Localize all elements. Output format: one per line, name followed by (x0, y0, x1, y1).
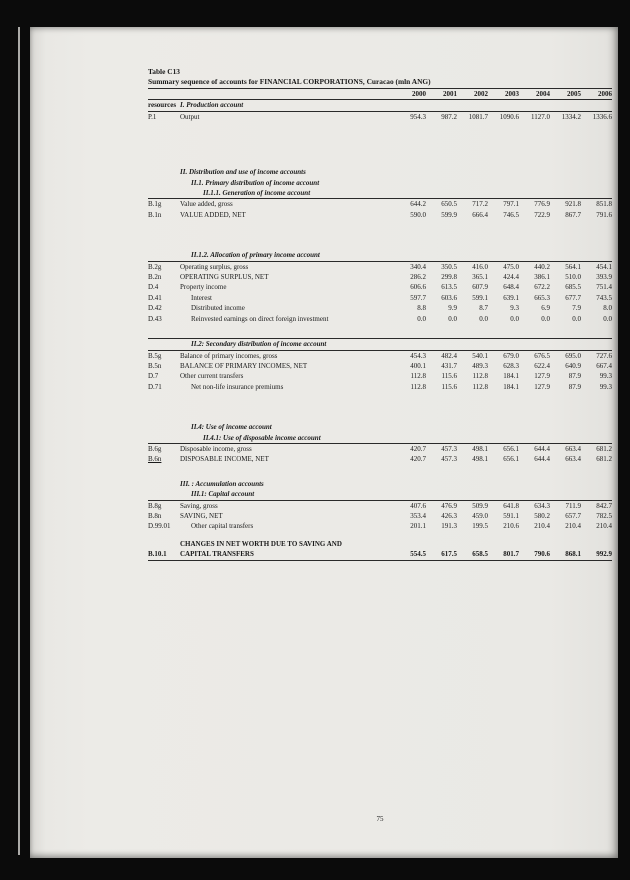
row-value: 644.4 (534, 444, 550, 453)
row-gap (148, 465, 612, 479)
table-row (148, 511, 612, 521)
row-gap (148, 324, 612, 338)
row-value: 7.9 (572, 304, 581, 313)
row-code: resources (148, 101, 177, 110)
row-value: 695.0 (565, 351, 581, 360)
row-value: 350.5 (441, 262, 457, 271)
row-value: 8.7 (479, 304, 488, 313)
row-value: 0.0 (510, 314, 519, 323)
row-label: Interest (191, 293, 212, 302)
table-row (148, 262, 612, 272)
row-label: Property income (180, 283, 227, 292)
row-value: 640.9 (565, 361, 581, 370)
row-value: 658.5 (472, 550, 488, 559)
row-value: 992.9 (596, 550, 612, 559)
row-value: 711.9 (565, 501, 581, 510)
row-label: Distributed income (191, 304, 245, 313)
row-value: 648.4 (503, 283, 519, 292)
row-label: CAPITAL TRANSFERS (180, 550, 254, 559)
section-row (148, 250, 612, 261)
row-code: D.7 (148, 372, 159, 381)
row-value: 1334.2 (561, 112, 581, 121)
row-value: 656.1 (503, 455, 519, 464)
row-value: 191.3 (441, 522, 457, 531)
row-value: 597.7 (410, 293, 426, 302)
row-value: 87.9 (568, 382, 581, 391)
section-label: II.2: Secondary distribution of income account (191, 340, 327, 349)
row-value: 667.4 (596, 361, 612, 370)
row-value: 751.4 (596, 283, 612, 292)
row-value: 99.3 (599, 372, 612, 381)
row-value: 634.3 (534, 501, 550, 510)
table-row (148, 382, 612, 392)
table-row (148, 282, 612, 292)
row-value: 6.9 (541, 304, 550, 313)
row-value: 510.0 (565, 273, 581, 282)
row-value: 681.2 (596, 455, 612, 464)
section-row (148, 178, 612, 188)
row-value: 1081.7 (468, 112, 488, 121)
table-row (148, 210, 612, 220)
row-code: B.10.1 (148, 550, 167, 559)
row-value: 607.9 (472, 283, 488, 292)
row-label: I. Production account (180, 101, 244, 110)
table-row (148, 361, 612, 371)
row-value: 679.0 (503, 351, 519, 360)
row-value: 650.5 (441, 200, 457, 209)
row-value: 676.5 (534, 351, 550, 360)
row-code: P.1 (148, 112, 157, 121)
row-label: VALUE ADDED, NET (180, 210, 246, 219)
year-column-header: 2006 (598, 90, 612, 98)
row-value: 475.0 (503, 262, 519, 271)
row-label: Value added, gross (180, 200, 233, 209)
row-code: D.42 (148, 304, 162, 313)
section-row (148, 167, 612, 177)
table-row (148, 371, 612, 381)
row-code: B.8n (148, 511, 162, 520)
row-value: 797.1 (503, 200, 519, 209)
row-value: 416.0 (472, 262, 488, 271)
row-value: 743.5 (596, 293, 612, 302)
row-label: Reinvested earnings on direct foreign investment (191, 314, 329, 323)
row-code: B.2g (148, 262, 162, 271)
row-code: D.43 (148, 314, 162, 323)
row-code: D.99.01 (148, 522, 171, 531)
row-value: 672.2 (534, 283, 550, 292)
table-row (148, 539, 612, 549)
row-value: 431.7 (441, 361, 457, 370)
section-row (148, 479, 612, 489)
row-value: 210.4 (534, 522, 550, 531)
table-content (148, 67, 612, 823)
row-value: 921.8 (565, 200, 581, 209)
section-row (148, 338, 612, 350)
row-gap (148, 392, 612, 422)
section-label: II.1.2. Allocation of primary income account (191, 251, 320, 260)
row-value: 426.3 (441, 511, 457, 520)
row-value: 420.7 (410, 444, 426, 453)
row-value: 210.6 (503, 522, 519, 531)
table-row (148, 521, 612, 531)
section-label: II.1. Primary distribution of income account (191, 178, 320, 187)
row-value: 0.0 (448, 314, 457, 323)
row-value: 628.3 (503, 361, 519, 370)
table-row (148, 314, 612, 324)
row-value: 790.6 (534, 550, 550, 559)
row-label: Saving, gross (180, 501, 218, 510)
document-page (30, 27, 618, 858)
row-value: 0.0 (572, 314, 581, 323)
row-value: 420.7 (410, 455, 426, 464)
row-value: 498.1 (472, 455, 488, 464)
row-value: 590.0 (410, 210, 426, 219)
row-value: 665.3 (534, 293, 550, 302)
row-code: B.6n (148, 455, 162, 464)
facing-page-edge (18, 27, 20, 855)
row-label: Net non-life insurance premiums (191, 382, 284, 391)
year-column-header: 2001 (443, 90, 457, 98)
row-value: 851.8 (596, 200, 612, 209)
year-column-header: 2003 (505, 90, 519, 98)
row-value: 115.6 (441, 372, 457, 381)
table-row (148, 549, 612, 560)
row-value: 0.0 (417, 314, 426, 323)
row-value: 613.5 (441, 283, 457, 292)
row-label: DISPOSABLE INCOME, NET (180, 455, 269, 464)
row-value: 727.6 (596, 351, 612, 360)
row-label: BALANCE OF PRIMARY INCOMES, NET (180, 361, 308, 370)
row-value: 663.4 (565, 455, 581, 464)
row-value: 639.1 (503, 293, 519, 302)
row-value: 454.1 (596, 262, 612, 271)
row-value: 564.1 (565, 262, 581, 271)
row-value: 666.4 (472, 210, 488, 219)
row-value: 112.8 (472, 382, 488, 391)
row-value: 641.8 (503, 501, 519, 510)
row-value: 685.5 (565, 283, 581, 292)
row-code: D.4 (148, 283, 159, 292)
row-value: 386.1 (534, 273, 550, 282)
row-value: 681.2 (596, 444, 612, 453)
row-value: 489.3 (472, 361, 488, 370)
table-row (148, 351, 612, 361)
row-value: 459.0 (472, 511, 488, 520)
row-label: Other capital transfers (191, 522, 254, 531)
row-value: 509.9 (472, 501, 488, 510)
row-value: 554.5 (410, 550, 426, 559)
table-row (148, 303, 612, 313)
row-value: 656.1 (503, 444, 519, 453)
row-value: 127.9 (534, 382, 550, 391)
row-code: B.5g (148, 351, 162, 360)
row-code: B.6g (148, 444, 162, 453)
row-value: 424.4 (503, 273, 519, 282)
row-value: 868.1 (565, 550, 581, 559)
row-value: 482.4 (441, 351, 457, 360)
row-value: 1090.6 (499, 112, 519, 121)
row-value: 657.7 (565, 511, 581, 520)
row-value: 717.2 (472, 200, 488, 209)
row-value: 622.4 (534, 361, 550, 370)
section-label: II.4.1: Use of disposable income account (203, 433, 321, 442)
row-value: 365.1 (472, 273, 488, 282)
row-value: 606.6 (410, 283, 426, 292)
row-value: 87.9 (568, 372, 581, 381)
row-gap (148, 122, 612, 167)
row-value: 617.5 (441, 550, 457, 559)
row-value: 746.5 (503, 210, 519, 219)
table-row (148, 100, 612, 111)
row-gap (148, 220, 612, 250)
section-label: III.1: Capital account (191, 490, 255, 499)
row-value: 199.5 (472, 522, 488, 531)
row-value: 644.2 (410, 200, 426, 209)
table-row (148, 112, 612, 122)
year-column-header: 2002 (474, 90, 488, 98)
row-value: 457.3 (441, 455, 457, 464)
row-value: 591.1 (503, 511, 519, 520)
row-value: 580.2 (534, 511, 550, 520)
doc-title: Summary sequence of accounts for FINANCIAL CORPORATIONS, Curacao (mln ANG) (148, 77, 612, 89)
section-row (148, 422, 612, 432)
section-label: II. Distribution and use of income accounts (180, 168, 306, 177)
row-value: 0.0 (479, 314, 488, 323)
table-row (148, 293, 612, 303)
row-label: Operating surplus, gross (180, 262, 249, 271)
row-value: 454.3 (410, 351, 426, 360)
accounts-table-rows (148, 100, 612, 560)
row-value: 210.4 (596, 522, 612, 531)
row-value: 498.1 (472, 444, 488, 453)
row-value: 184.1 (503, 382, 519, 391)
year-column-header: 2004 (536, 90, 550, 98)
section-row (148, 433, 612, 444)
row-label: Output (180, 112, 200, 121)
row-value: 201.1 (410, 522, 426, 531)
row-value: 184.1 (503, 372, 519, 381)
row-value: 393.9 (596, 273, 612, 282)
row-value: 9.9 (448, 304, 457, 313)
row-value: 0.0 (603, 314, 612, 323)
row-value: 722.9 (534, 210, 550, 219)
years-header-row (148, 89, 612, 100)
section-label: III. : Accumulation accounts (180, 479, 264, 488)
row-value: 400.1 (410, 361, 426, 370)
row-value: 540.1 (472, 351, 488, 360)
table-row (148, 272, 612, 282)
row-gap (148, 532, 612, 539)
row-value: 286.2 (410, 273, 426, 282)
row-value: 791.6 (596, 210, 612, 219)
row-value: 842.7 (596, 501, 612, 510)
row-value: 867.7 (565, 210, 581, 219)
row-label: SAVING, NET (180, 511, 223, 520)
row-value: 1127.0 (531, 112, 550, 121)
row-label: OPERATING SURPLUS, NET (180, 273, 269, 282)
year-column-header: 2000 (412, 90, 426, 98)
table-row (148, 454, 612, 464)
table-label: Table C13 (148, 67, 180, 76)
row-value: 299.8 (441, 273, 457, 282)
section-row (148, 188, 612, 199)
row-value: 644.4 (534, 455, 550, 464)
row-value: 112.8 (472, 372, 488, 381)
row-value: 8.0 (603, 304, 612, 313)
row-value: 127.9 (534, 372, 550, 381)
row-code: B.5n (148, 361, 162, 370)
row-value: 476.9 (441, 501, 457, 510)
row-value: 987.2 (441, 112, 457, 121)
row-code: D.41 (148, 293, 162, 302)
table-row (148, 501, 612, 511)
table-row (148, 444, 612, 454)
row-value: 801.7 (503, 550, 519, 559)
row-label: CHANGES IN NET WORTH DUE TO SAVING AND (180, 539, 342, 548)
section-row (148, 489, 612, 500)
row-value: 353.4 (410, 511, 426, 520)
row-label: Balance of primary incomes, gross (180, 351, 278, 360)
row-code: D.71 (148, 382, 162, 391)
row-value: 210.4 (565, 522, 581, 531)
row-value: 112.8 (410, 382, 426, 391)
row-value: 599.1 (472, 293, 488, 302)
row-value: 9.3 (510, 304, 519, 313)
table-row (148, 199, 612, 209)
row-value: 115.6 (441, 382, 457, 391)
row-value: 440.2 (534, 262, 550, 271)
row-value: 776.9 (534, 200, 550, 209)
year-column-header: 2005 (567, 90, 581, 98)
row-value: 599.9 (441, 210, 457, 219)
section-label: II.4: Use of income account (191, 423, 272, 432)
row-value: 954.3 (410, 112, 426, 121)
row-value: 603.6 (441, 293, 457, 302)
row-code: B.1g (148, 200, 162, 209)
row-code: B.8g (148, 501, 162, 510)
row-value: 99.3 (599, 382, 612, 391)
row-value: 457.3 (441, 444, 457, 453)
row-value: 112.8 (410, 372, 426, 381)
row-value: 407.6 (410, 501, 426, 510)
row-value: 663.4 (565, 444, 581, 453)
row-value: 8.8 (417, 304, 426, 313)
row-value: 1336.6 (592, 112, 612, 121)
section-label: II.1.1. Generation of income account (203, 189, 311, 198)
page-number: 75 (376, 815, 384, 823)
row-label: Other current transfers (180, 372, 244, 381)
row-code: B.1n (148, 210, 162, 219)
row-value: 782.5 (596, 511, 612, 520)
row-value: 0.0 (541, 314, 550, 323)
row-value: 677.7 (565, 293, 581, 302)
row-label: Disposable income, gross (180, 444, 252, 453)
row-value: 340.4 (410, 262, 426, 271)
row-code: B.2n (148, 273, 162, 282)
